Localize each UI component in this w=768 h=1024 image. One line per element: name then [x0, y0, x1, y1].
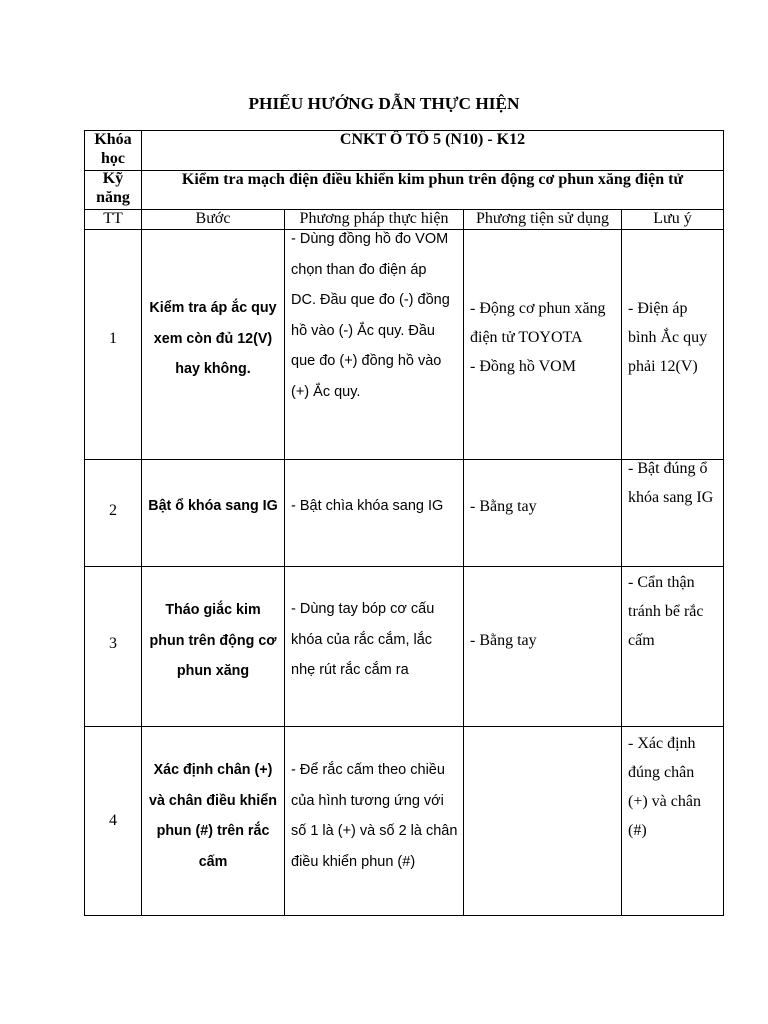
step-1-method — [285, 224, 463, 407]
step-1-name — [142, 293, 284, 385]
step-3-tools-cell — [464, 567, 622, 727]
note-line: tránh bể rắc — [628, 603, 704, 620]
note-line: (#) — [628, 822, 647, 839]
step-3-name — [142, 595, 284, 687]
step-number: 3 — [109, 635, 117, 652]
step-2-number-cell — [85, 460, 142, 567]
step-4-number-block — [85, 806, 141, 835]
step-4-name-cell — [142, 727, 285, 916]
step-2-name-cell — [142, 460, 285, 567]
method-line: - Dùng tay bóp cơ cấu — [291, 601, 435, 617]
note-line: - Bật đúng ổ — [628, 460, 708, 477]
step-4-note-cell — [622, 727, 724, 916]
skill-label — [85, 169, 141, 207]
skill-label-cell — [85, 171, 142, 210]
note-line: cấm — [628, 632, 655, 649]
skill-value: Kiểm tra mạch điện điều khiển kim phun trên động cơ phun xăng điện tử — [181, 171, 684, 188]
note-line: (+) và chân — [628, 793, 701, 810]
step-name-line: Xác định chân (+) — [153, 762, 273, 778]
header-tt: TT — [103, 210, 123, 227]
step-4-name — [142, 755, 284, 877]
step-2-tools-cell — [464, 460, 622, 567]
step-4-method — [285, 755, 463, 877]
header-tools: Phương tiện sử dụng — [476, 210, 609, 227]
method-line: nhẹ rút rắc cắm ra — [291, 662, 409, 678]
course-label-line: Khóa — [94, 131, 132, 148]
step-1-name-cell — [142, 230, 285, 460]
course-label-cell — [85, 131, 142, 171]
step-4-tools-cell — [464, 727, 622, 916]
header-step: Bước — [195, 210, 231, 227]
step-1-note — [622, 294, 723, 381]
method-line: hồ vào (-) Ắc quy. Đầu — [291, 322, 435, 339]
header-method: Phương pháp thực hiện — [299, 210, 449, 227]
method-line: chọn than đo điện áp — [291, 261, 427, 278]
step-3-method-cell — [285, 567, 464, 727]
method-line: điều khiển phun (#) — [291, 853, 416, 870]
course-label — [85, 130, 141, 168]
note-line: khóa sang IG — [628, 489, 714, 506]
step-name-line: Kiểm tra áp ắc quy — [149, 300, 277, 316]
tools-line: - Bằng tay — [470, 498, 537, 515]
step-1-number-block — [85, 324, 141, 353]
method-line: - Dùng đồng hồ đo VOM — [291, 231, 449, 247]
header-tt-cell — [85, 210, 142, 230]
step-name-line: Tháo giắc kim — [165, 602, 261, 618]
step-3-note-cell — [622, 567, 724, 727]
skill-label-line: năng — [96, 189, 130, 206]
step-3-number-cell — [85, 567, 142, 727]
step-1-method-cell — [285, 230, 464, 460]
step-1-note-cell — [622, 230, 724, 460]
tools-line: - Bằng tay — [470, 632, 537, 649]
skill-value-cell — [142, 171, 724, 210]
step-name-line: hay không. — [175, 361, 251, 377]
step-2-method — [285, 491, 463, 522]
step-name-line: xem còn đủ 12(V) — [153, 330, 273, 347]
step-2-tools — [464, 492, 621, 521]
step-1-tools — [464, 294, 621, 381]
step-number: 2 — [109, 502, 117, 519]
step-3-note — [622, 568, 723, 655]
header-note: Lưu ý — [653, 210, 692, 227]
page-title: PHIẾU HƯỚNG DẪN THỰC HIỆN — [248, 94, 520, 113]
tools-line: - Động cơ phun xăng — [470, 300, 606, 317]
step-4-method-cell — [285, 727, 464, 916]
step-2-method-cell — [285, 460, 464, 567]
step-name-line: phun xăng — [176, 663, 250, 679]
step-name-line: phun (#) trên rắc — [156, 823, 270, 839]
header-tools-cell — [464, 210, 622, 230]
step-3-method — [285, 594, 463, 686]
skill-label-line: Kỹ — [102, 170, 124, 187]
method-line: - Để rắc cấm theo chiều — [291, 762, 445, 778]
step-4-note — [622, 729, 723, 845]
header-note-cell — [622, 210, 724, 230]
step-2-note — [622, 454, 723, 512]
step-3-number-block — [85, 629, 141, 658]
method-line: - Bật chìa khóa sang IG — [291, 498, 444, 514]
instruction-table — [84, 130, 724, 916]
header-step-cell — [142, 210, 285, 230]
course-value: CNKT Ô TÔ 5 (N10) - K12 — [339, 131, 526, 148]
note-line: phải 12(V) — [628, 358, 698, 375]
note-line: bình Ắc quy — [628, 329, 708, 346]
note-line: - Xác định — [628, 735, 696, 752]
method-line: khóa của rắc cắm, lắc — [291, 631, 433, 648]
tools-line: điện tử TOYOTA — [470, 329, 583, 346]
method-line: DC. Đầu que đo (-) đồng — [291, 292, 450, 308]
step-1-number-cell — [85, 230, 142, 460]
course-value-cell — [142, 131, 724, 171]
note-line: đúng chân — [628, 764, 695, 781]
step-2-note-cell — [622, 460, 724, 567]
step-name-line: cấm — [198, 853, 228, 870]
step-number: 4 — [109, 812, 117, 829]
course-label-line: học — [101, 150, 125, 167]
step-number: 1 — [109, 330, 117, 347]
method-line: que đo (+) đồng hồ vào — [291, 353, 442, 369]
note-line: - Điện áp — [628, 300, 688, 317]
step-1-tools-cell — [464, 230, 622, 460]
note-line: - Cẩn thận — [628, 574, 695, 591]
step-3-name-cell — [142, 567, 285, 727]
method-line: số 1 là (+) và số 2 là chân — [291, 823, 458, 839]
step-name-line: phun trên động cơ — [149, 632, 277, 649]
tools-line: - Đồng hồ VOM — [470, 358, 576, 375]
step-2-number-block — [85, 496, 141, 525]
step-name-line: Bật ổ khóa sang IG — [148, 498, 278, 514]
method-line: của hình tương ứng với — [291, 792, 444, 809]
skill-value-block — [142, 170, 723, 189]
step-name-line: và chân điều khiển — [149, 792, 277, 809]
step-4-number-cell — [85, 727, 142, 916]
step-3-tools — [464, 626, 621, 655]
method-line: (+) Ắc quy. — [291, 383, 361, 400]
step-2-name — [142, 491, 284, 522]
course-value-block — [142, 130, 723, 149]
